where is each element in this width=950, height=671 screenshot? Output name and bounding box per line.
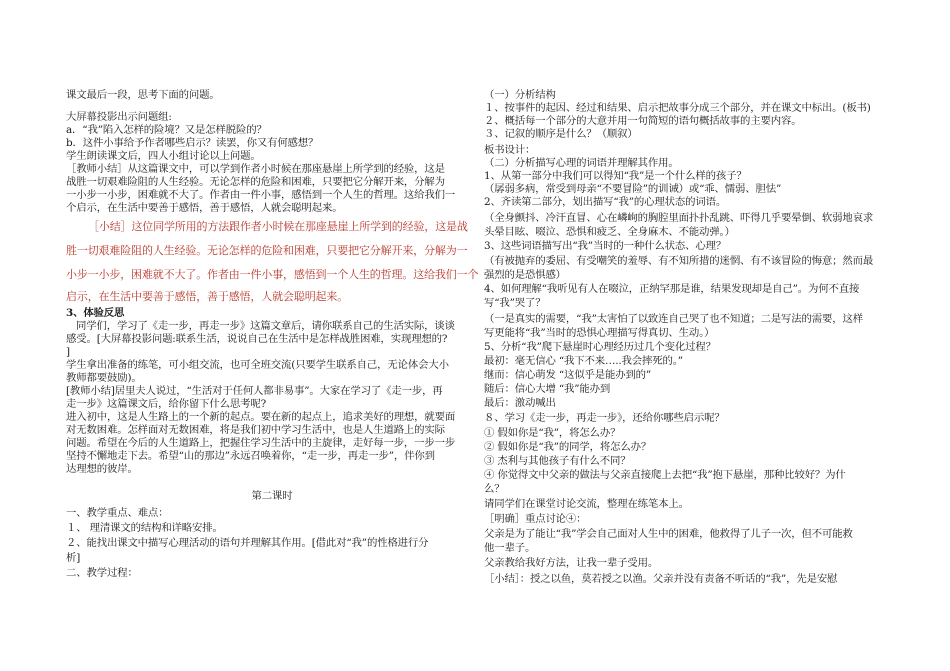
text-line: （二）分析描写心理的词语并理解其作用。 [484, 157, 679, 169]
text-line: 3、这些词语描写出“我”当时的一种什么状态、心理？ [484, 240, 727, 252]
lesson-heading: 第二课时 [251, 490, 293, 502]
text-line: ［教师小结］从这篇课文中，可以学到作者小时候在那座悬崖上所学到的经验，这是 [66, 163, 445, 175]
text-line: 大屏幕投影出示问题组: [66, 111, 172, 123]
text-line: 父亲教给我好方法，让我一辈子受用。 [484, 557, 659, 569]
text-line: １、按事件的起因、经过和结果、启示把故事分成三个部分，并在课文中标出。(板书) [484, 102, 871, 114]
text-line: ② 假如你是“我”的同学，将怎么办？ [484, 441, 652, 453]
text-line: 二、教学过程： [66, 567, 138, 579]
text-line: 写更能将“我”当时的恐惧心理描写得真切、生动。） [484, 327, 715, 339]
text-line: 同学们，学习了《走一步，再走一步》这篇文章后，请你联系自己的生活实际，谈谈 [76, 320, 455, 332]
text-line: ③ 杰利与其他孩子有什么不同？ [484, 455, 631, 467]
text-line: 学生朗读课文后，四人小组讨论以上问题。 [66, 150, 261, 162]
text-line: 析] [66, 552, 81, 564]
text-line: １、 理清课文的结构和详略安排。 [66, 522, 223, 534]
text-line: 板书设计： [484, 144, 536, 156]
text-line: b．这件小事给予作者哪些启示？读罢，你又有何感想？ [66, 137, 319, 149]
text-line: a．“我”陷入怎样的险境？又是怎样脱险的？ [66, 124, 267, 136]
section-heading: 3、体验反思 [66, 307, 125, 319]
highlighted-summary-line: 小步一小步，困难就不大了。作者由一件小事，感悟到一个人生的哲理。这给我们一个 [66, 268, 479, 281]
text-line: 最后：激动喊出 [484, 397, 556, 409]
text-line: 5、分析“我”爬下悬崖时心理经历过几个变化过程？ [484, 341, 716, 353]
text-line: （一是真实的需要，“我”太害怕了以致连自己哭了也不知道；二是写法的需要，这样 [484, 313, 863, 325]
text-line: [教师小结]居里夫人说过，“生活对于任何人都非易事”。大家在学习了《走一步，再 [66, 385, 443, 397]
text-line: 问题。希望在今后的人生道路上，把握住学习生活中的主旋律，走好每一步，一步一步 [66, 437, 456, 449]
text-line: ８、学习《走一步，再走一步》，还给你哪些启示呢？ [484, 412, 725, 424]
text-line: 战胜一切艰难险阻的人生经验。无论怎样的危险和困难，只要把它分解开来，分解为 [66, 176, 445, 188]
text-line: 教师都要鼓励)。 [66, 372, 142, 384]
text-line: 1、从第一部分中我们可以得知“我”是一个什么样的孩子？ [484, 170, 747, 182]
text-line: 学生拿出准备的练笔，可小组交流，也可全班交流(只要学生联系自己，无论体会大小 [66, 359, 449, 371]
text-line: ④ 你觉得文中父亲的做法与父亲直接爬上去把“我”抱下悬崖，那种比较好？为什 [484, 469, 846, 481]
text-line: ３、记叙的顺序是什么？（顺叙） [484, 128, 638, 140]
text-line: 一小步一小步，困难就不大了。作者由一件小事，感悟到一个人生的哲理。这给我们一 [66, 189, 456, 201]
text-line: 课文最后一段，思考下面的问题。 [66, 89, 220, 101]
text-line: （一）分析结构 [484, 89, 556, 101]
text-line: 对无数困难。怎样面对无数困难，将是我们初中学习生活中，也是人生道路上的实际 [66, 424, 445, 436]
text-line: 他一辈子。 [484, 542, 536, 554]
text-line: 写“我”哭了？ [484, 297, 546, 309]
text-line: ２、能找出课文中描写心理活动的语句并理解其作用。[借此对“我”的性格进行分 [66, 537, 429, 549]
text-line: 么？ [484, 483, 505, 495]
text-line: ① 假如你是“我”，将怎么办？ [484, 427, 621, 439]
text-line: 父亲是为了能让“我”学会自己面对人生中的困难，他救得了儿子一次，但不可能救 [484, 528, 853, 540]
text-line: ２、概括每一个部分的大意并用一句简短的语句概括故事的主要内容。 [484, 115, 802, 127]
highlighted-summary-line: 启示，在生活中要善于感悟，善于感悟，人就会聪明起来。 [66, 290, 349, 303]
text-line: 走一步》这篇课文后，给你留下什么思考呢? [66, 398, 266, 410]
text-line: ［明确］重点讨论④： [484, 513, 587, 525]
text-line: 进入初中，这是人生路上的一个新的起点。要在新的起点上，追求美好的理想，就要面 [66, 411, 456, 423]
text-line: 个启示，在生活中要善于感悟，善于感悟，人就会聪明起来。 [66, 202, 343, 214]
text-line: ［小结］：授之以鱼，莫若授之以渔。父亲并没有责备不听话的“我”，先是安慰 [484, 573, 838, 585]
text-line: 随后：信心大增 “我”能办到 [484, 383, 611, 395]
text-line: 最初：毫无信心 “我下不来…..我会摔死的。” [484, 355, 683, 367]
text-line: 强烈的是恐惧感） [484, 269, 566, 281]
text-line: 4、如何理解“我听见有人在啜泣，正纳罕那是谁，结果发现却是自己”。为何不直接 [484, 283, 860, 295]
text-line: 请同学们在课堂讨论交流，整理在练笔本上。 [484, 498, 689, 510]
text-line: （孱弱多病，常受到母亲“不要冒险”的训诫）或“乖、懦弱、胆怯” [484, 183, 782, 195]
text-line: （有被抛弃的委屈、有受嘲笑的羞辱、有不知所措的迷惘、有不该冒险的悔意；然而最 [484, 255, 874, 267]
text-line: 一、教学重点、难点： [66, 507, 169, 519]
text-line: ] [66, 346, 70, 358]
text-line: 继而：信心萌发 “这似乎是能办到的” [484, 369, 652, 381]
text-line: 感受。[大屏幕投影问题:联系生活，说说自己在生活中是怎样战胜困难，实现理想的? [66, 333, 448, 345]
highlighted-summary-line: ［小结］这位同学所用的方法跟作者小时候在那座悬崖上所学到的经验，这是战 [88, 220, 468, 233]
text-line: （全身颤抖、冷汗直冒、心在嶙峋的胸腔里面扑扑乱跳、吓得几乎要晕倒、软弱地哀求 [484, 212, 874, 224]
highlighted-summary-line: 胜一切艰难险阻的人生经验。无论怎样的危险和困难，只要把它分解开来，分解为一 [66, 244, 468, 257]
text-line: 2、齐读第二部分，划出描写“我”的心理状态的词语。 [484, 196, 727, 208]
text-line: 达理想的彼岸。 [66, 463, 138, 475]
text-line: 坚持不懈地走下去。希望“山的那边”永远召唤着你，“走一步，再走一步”，伴你到 [66, 450, 435, 462]
text-line: 头晕目眩、啜泣、恐惧和疲乏、全身麻木、不能动弹。） [484, 226, 735, 238]
